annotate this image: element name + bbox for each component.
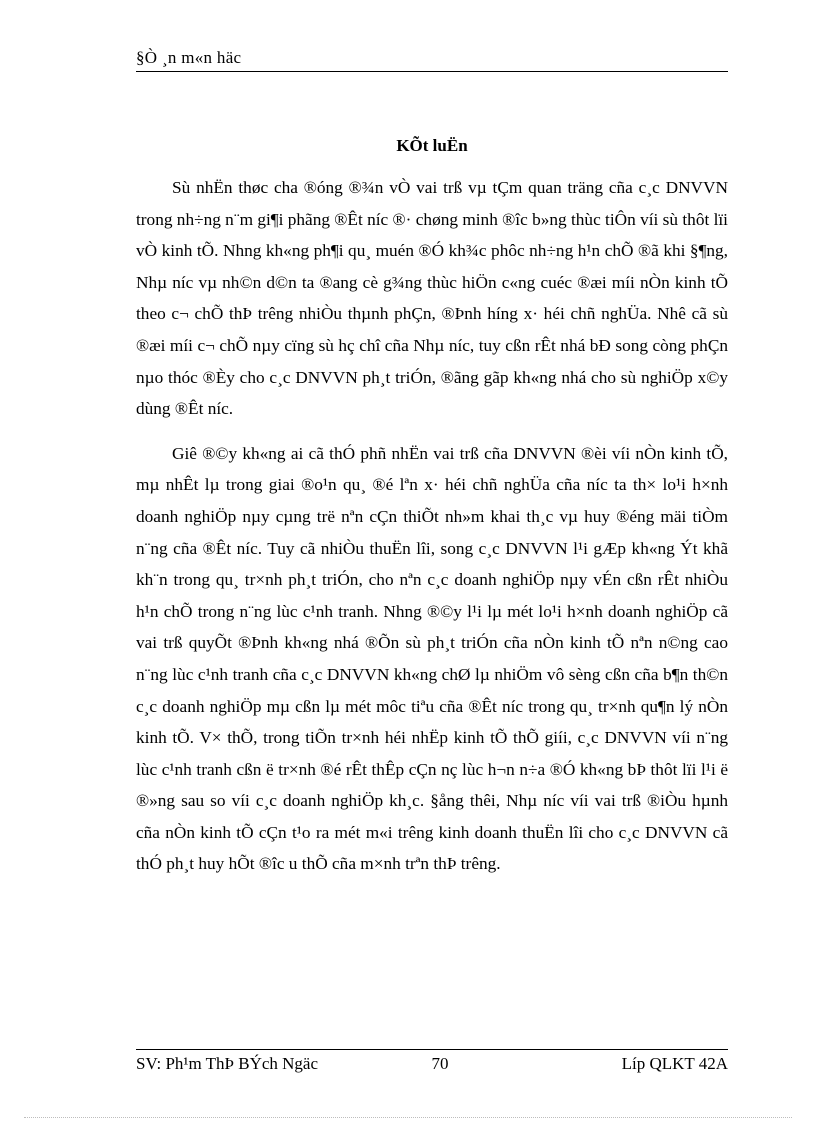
running-header: §Ò ¸n m«n häc	[136, 48, 242, 67]
footer-author: SV: Ph¹m ThÞ BÝch Ngäc	[136, 1054, 319, 1073]
footer-divider	[136, 1049, 728, 1050]
page-number: 70	[431, 1054, 449, 1073]
header-divider	[136, 71, 728, 72]
footer-class: Líp QLKT 42A	[621, 1054, 728, 1073]
paragraph-1: Sù nhËn thøc cha ®óng ®¾n vÒ vai trß vµ tÇm quan träng cña c¸c DNVVN trong nh÷ng n¨m gi¶i phãng ®Êt níc ®· chøng minh ®îc b»ng thùc tiÔn víi sù thôt lïi vÒ kinh tÕ. Nhng kh«ng ph¶i qu¸ muén ®Ó kh¾c phôc nh÷ng h¹n chÕ ®ã khi §¶ng, Nhµ níc vµ nh©n d©n ta ®ang cè g¾ng thùc hiÖn c«ng cuéc ®æi míi nÒn kinh tÕ theo c¬ chÕ thÞ trêng nhiÒu thµnh phÇn, ®Þnh híng x· héi chñ nghÜa. Nhê cã sù ®æi míi c¬ chÕ nµy cïng sù hç chî cña Nhµ níc, tuy cßn rÊt nhá bÐ song còng phÇn nµo thóc ®Èy cho c¸c DNVVN ph¸t triÓn, ®ãng gãp kh«ng nhá cho sù nghiÖp x©y dùng ®Êt níc.	[136, 178, 728, 419]
section-title: KÕt luËn	[396, 136, 468, 155]
page-bottom-edge	[24, 1117, 792, 1118]
body-text	[136, 172, 728, 880]
paragraph-2: Giê ®©y kh«ng ai cã thÓ phñ nhËn vai trß cña DNVVN ®èi víi nÒn kinh tÕ, mµ nhÊt lµ trong giai ®o¹n qu¸ ®é lªn x· héi chñ nghÜa cña níc ta th× lo¹i h×nh doanh nghiÖp nµy cµng trë nªn cÇn thiÕt nh»m khai th¸c vµ huy ®éng mäi tiÒm n¨ng cña ®Êt níc. Tuy cã nhiÒu thuËn lîi, song c¸c DNVVN l¹i gÆp kh«ng Ýt khã kh¨n trong qu¸ tr×nh ph¸t triÓn, cho nªn c¸c doanh nghiÖp nµy vÉn cßn rÊt nhiÒu h¹n chÕ trong n¨ng lùc c¹nh tranh. Nhng ®©y l¹i lµ mét lo¹i h×nh doanh nghiÖp cã vai trß quyÕt ®Þnh kh«ng nhá ®Õn sù ph¸t triÓn cña nÒn kinh tÕ nªn n©ng cao n¨ng lùc c¹nh tranh cña c¸c DNVVN kh«ng chØ lµ nhiÖm vô sèng cßn cña b¶n th©n c¸c doanh nghiÖp mµ cßn lµ mét môc tiªu cña ®Êt níc trong qu¸ tr×nh qu¶n lý nÒn kinh tÕ. V× thÕ, trong tiÕn tr×nh héi nhËp kinh tÕ thÕ giíi, c¸c DNVVN víi n¨ng lùc c¹nh tranh cßn ë tr×nh ®é rÊt thÊp cÇn nç lùc h¬n n÷a ®Ó kh«ng bÞ thôt lïi l¹i ë ®»ng sau so víi c¸c doanh nghiÖp kh¸c. §ång thêi, Nhµ níc víi vai trß ®iÒu hµnh cña nÒn kinh tÕ cÇn t¹o ra mét m«i trêng kinh doanh thuËn lîi cho c¸c DNVVN cã thÓ ph¸t huy hÕt ®îc u thÕ cña m×nh trªn thÞ trêng.	[136, 443, 728, 874]
